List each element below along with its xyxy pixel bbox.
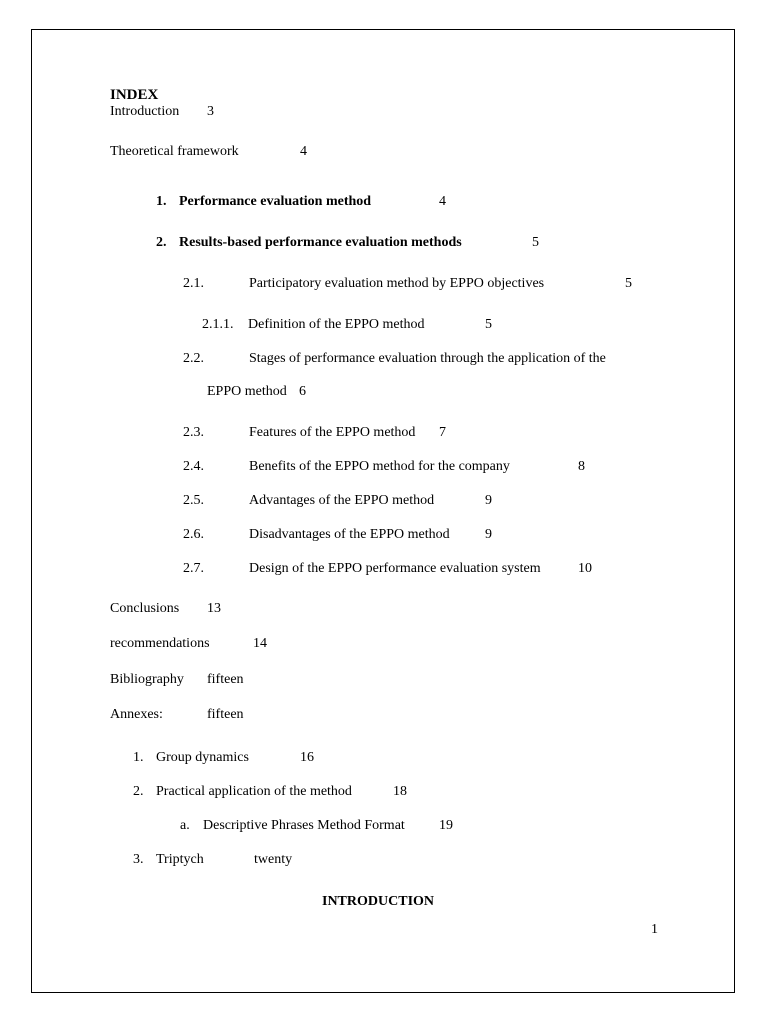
toc-entry-recommendations-label: recommendations [110,636,210,651]
toc-entry-introduction-page: 3 [207,104,214,119]
toc-section-1-number: 1. [156,194,167,209]
toc-entry-theoretical-label: Theoretical framework [110,144,239,159]
toc-sub-2-1-1-label: Definition of the EPPO method [248,317,425,332]
toc-sub-2-1-number: 2.1. [183,276,204,291]
toc-sub-2-2-label: Stages of performance evaluation through the application of the [249,351,606,366]
toc-entry-conclusions-page: 13 [207,601,221,616]
toc-entry-recommendations-page: 14 [253,636,267,651]
toc-annex-2a-page: 19 [439,818,453,833]
toc-sub-2-3-label: Features of the EPPO method [249,425,416,440]
toc-sub-2-2-page: 6 [299,384,306,399]
toc-annex-3-number: 3. [133,852,144,867]
toc-section-2-label: Results-based performance evaluation methods [179,235,462,250]
toc-sub-2-1-page: 5 [625,276,632,291]
toc-annex-2-label: Practical application of the method [156,784,352,799]
toc-annex-2-page: 18 [393,784,407,799]
toc-sub-2-7-page: 10 [578,561,592,576]
toc-entry-bibliography-page: fifteen [207,672,244,687]
toc-sub-2-1-1-number: 2.1.1. [202,317,234,332]
toc-sub-2-5-label: Advantages of the EPPO method [249,493,435,508]
toc-entry-annexes-page: fifteen [207,707,244,722]
toc-entry-annexes-label: Annexes: [110,707,163,722]
page-number: 1 [651,922,658,937]
toc-sub-2-4-label: Benefits of the EPPO method for the company [249,459,510,474]
toc-annex-2-number: 2. [133,784,144,799]
toc-entry-introduction-label: Introduction [110,104,180,119]
document-page [31,29,735,993]
toc-section-1-page: 4 [439,194,446,209]
toc-annex-1-label: Group dynamics [156,750,249,765]
toc-entry-conclusions-label: Conclusions [110,601,180,616]
toc-section-1-label: Performance evaluation method [179,194,372,209]
toc-sub-2-5-page: 9 [485,493,492,508]
toc-annex-3-label: Triptych [156,852,204,867]
index-heading: INDEX [110,87,159,103]
toc-section-2-number: 2. [156,235,167,250]
toc-sub-2-4-number: 2.4. [183,459,204,474]
toc-entry-theoretical-page: 4 [300,144,307,159]
toc-sub-2-7-number: 2.7. [183,561,204,576]
toc-annex-1-page: 16 [300,750,314,765]
toc-annex-3-page: twenty [254,852,293,867]
toc-entry-bibliography-label: Bibliography [110,672,184,687]
toc-annex-2a-label: Descriptive Phrases Method Format [203,818,405,833]
toc-sub-2-6-page: 9 [485,527,492,542]
toc-sub-2-3-number: 2.3. [183,425,204,440]
toc-sub-2-5-number: 2.5. [183,493,204,508]
toc-annex-2a-number: a. [180,818,190,833]
toc-sub-2-7-label: Design of the EPPO performance evaluation system [249,561,541,576]
toc-sub-2-1-label: Participatory evaluation method by EPPO objectives [249,276,545,291]
toc-section-2-page: 5 [532,235,539,250]
toc-sub-2-3-page: 7 [439,425,446,440]
toc-sub-2-2-continuation: EPPO method [207,384,287,399]
toc-annex-1-number: 1. [133,750,144,765]
introduction-heading: INTRODUCTION [322,894,435,909]
toc-sub-2-4-page: 8 [578,459,585,474]
toc-sub-2-6-number: 2.6. [183,527,204,542]
toc-sub-2-1-1-page: 5 [485,317,492,332]
toc-sub-2-6-label: Disadvantages of the EPPO method [249,527,450,542]
toc-sub-2-2-number: 2.2. [183,351,204,366]
